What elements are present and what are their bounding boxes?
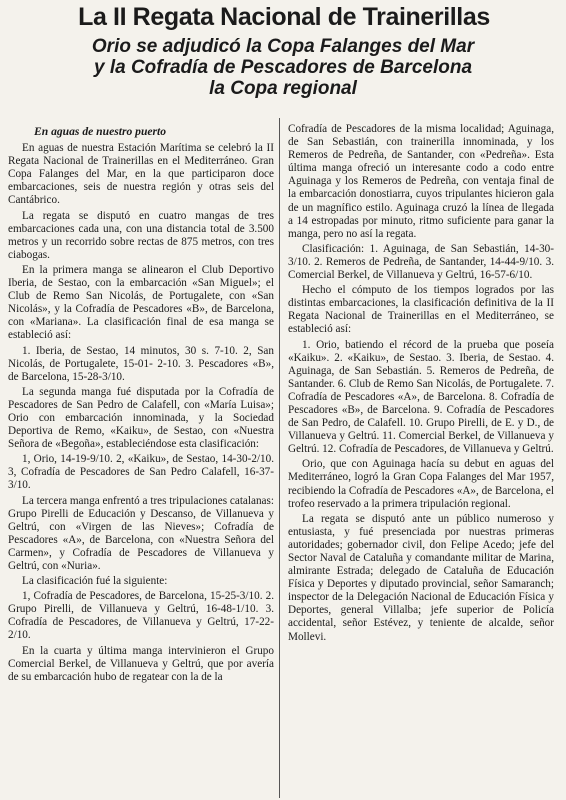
article-kicker: En aguas de nuestro puerto [34, 125, 167, 138]
paragraph: Clasificación: 1. Aguinaga, de San Sebastián, 14-30-3/10. 2. Remeros de Pedreña, de Santander, 14-44-9/10. 3. Comercial Berkel, de Villanueva y Geltrú, 16-57-6/10. [288, 242, 554, 282]
headline: La II Regata Nacional de Trainerillas [78, 3, 490, 31]
paragraph: La regata se disputó ante un público numeroso y entusiasta, y fué presenciada por nuestras primeras autoridades; gobernador civil, don Felipe Acedo; jefe del Sector Naval de Cataluña y comandante militar de Marina, almirante Estrada; delegado de Cataluña de Educación Física y Deportes y diputado provincial, señor Samaranch; inspector de la Delegación Nacional de Educación Física y Deportes, general Villalba; jefe superior de Policía accidental, señor Estévez, y teniente de alcalde, señor Mollevi. [288, 512, 554, 643]
paragraph: La clasificación fué la siguiente: [22, 575, 168, 588]
paragraph: Hecho el cómputo de los tiempos logrados por las distintas embarcaciones, la clasificación definitiva de la II Regata Nacional de Trainerillas en el Mediterráneo, se estableció así: [288, 284, 554, 336]
paragraph: En la cuarta y última manga intervinieron el Grupo Comercial Berkel, de Villanueva y Geltrú, que por avería de su embarcación hubo de regatear con la de la [8, 644, 274, 683]
subhead-line-1: Orio se adjudicó la Copa Falanges del Mar [91, 36, 475, 57]
paragraph: En aguas de nuestra Estación Marítima se celebró la II Regata Nacional de Trainerillas en el Mediterráneo. Gran Copa Falanges del Mar, en la que participaron doce embarcaciones, seis de nuestra región y otras seis del Cantábrico. [8, 142, 274, 207]
paragraph: Orio, que con Aguinaga hacía su debut en aguas del Mediterráneo, logró la Gran Copa Falanges del Mar 1957, recibiendo la Cofradía de Pescadores «A», de Barcelona, el trofeo reservado a la primera tripulación regional. [288, 458, 554, 510]
paragraph: Cofradía de Pescadores de la misma localidad; Aguinaga, de San Sebastián, con trainerilla innominada, y los Remeros de Pedreña, de Santander, con «Pedreña». Esta última manga ofreció un interesante codo a codo entre Aguinaga y los Remeros de Pedreña, con ventaja final de la embarcación donostiarra, cuyos tripulantes hicieron gala de un magnífico estilo. Aguinaga cruzó la línea de llegada a 14 estropadas por minuto, ritmo suficiente para ganar la manga, pero no así la regata. [288, 123, 554, 240]
paragraph: 1. Iberia, de Sestao, 14 minutos, 30 s. 7-10. 2, San Nicolás, de Portugalete, 15-01- 2-10. 3. Pescadores «B», de Barcelona, 15-28-3/10. [8, 344, 274, 383]
paragraph: 1. Orio, batiendo el récord de la prueba que poseía «Kaiku». 2. «Kaiku», de Sestao. 3. Iberia, de Sestao. 4. Aguinaga, de San Sebastián. 5. Remeros de Pedreña, de Santander. 6. Club de Remo San Nicolás, de Portugalete. 7. Cofradía de Pescadores «A», de Barcelona. 8. Cofradía de Pescadores «B», de Barcelona. 9. Cofradía de Pescadores de San Pedro, de Calafell. 10. Grupo Pirelli, de E. y D., de Villanueva y Geltrú. 11. Comercial Berkel, de Villanueva y Geltrú. 12. Cofradía de Pescadores, de Villanueva y Geltrú. [288, 338, 554, 456]
paragraph: En la primera manga se alinearon el Club Deportivo Iberia, de Sestao, con la embarcación «San Miguel»; el Club de Remo San Nicolás, de Portugalete, con «San Nicolás», y la Cofradía de Pescadores «B», de Barcelona, con «Mariana». La clasificación final de esa manga se estableció así: [8, 263, 274, 342]
paragraph: 1, Orio, 14-19-9/10. 2, «Kaiku», de Sestao, 14-30-2/10. 3, Cofradía de Pescadores de San Pedro Calafell, 16-37-3/10. [8, 453, 274, 492]
right-column [288, 123, 554, 646]
paragraph: La regata se disputó en cuatro mangas de tres embarcaciones cada una, con una distancia total de 3.500 metros y un recorrido sobre rectas de 875 metros, con tres ciabogas. [8, 209, 274, 261]
subhead-line-3: la Copa regional [209, 78, 357, 99]
paragraph: 1, Cofradía de Pescadores, de Barcelona, 15-25-3/10. 2. Grupo Pirelli, de Villanueva y Geltrú, 16-48-1/10. 3. Cofradía de Pescadores, de Villanueva y Geltrú, 17-22-2/10. [8, 590, 274, 642]
column-divider [279, 118, 280, 798]
subhead-line-2: y la Cofradía de Pescadores de Barcelona [93, 57, 473, 78]
left-column [8, 125, 274, 686]
subheadline [0, 36, 566, 99]
paragraph: La segunda manga fué disputada por la Cofradía de Pescadores de San Pedro de Calafell, con «María Luisa»; Orio con embarcación innominada, y la Sociedad Deportiva de Remo, «Kaiku», de Sestao, con «Nuestra Señora de «Begoña», estableciéndose esta clasificación: [8, 385, 274, 451]
paragraph: La tercera manga enfrentó a tres tripulaciones catalanas: Grupo Pirelli de Educación y Descanso, de Villanueva y Geltrú, con «Virgen de las Nieves»; Cofradía de Pescadores «A», de Barcelona, con «Nuestra Señora del Carmen», y Cofradía de Pescadores de Villanueva y Geltrú, con «Nuria». [8, 494, 274, 572]
